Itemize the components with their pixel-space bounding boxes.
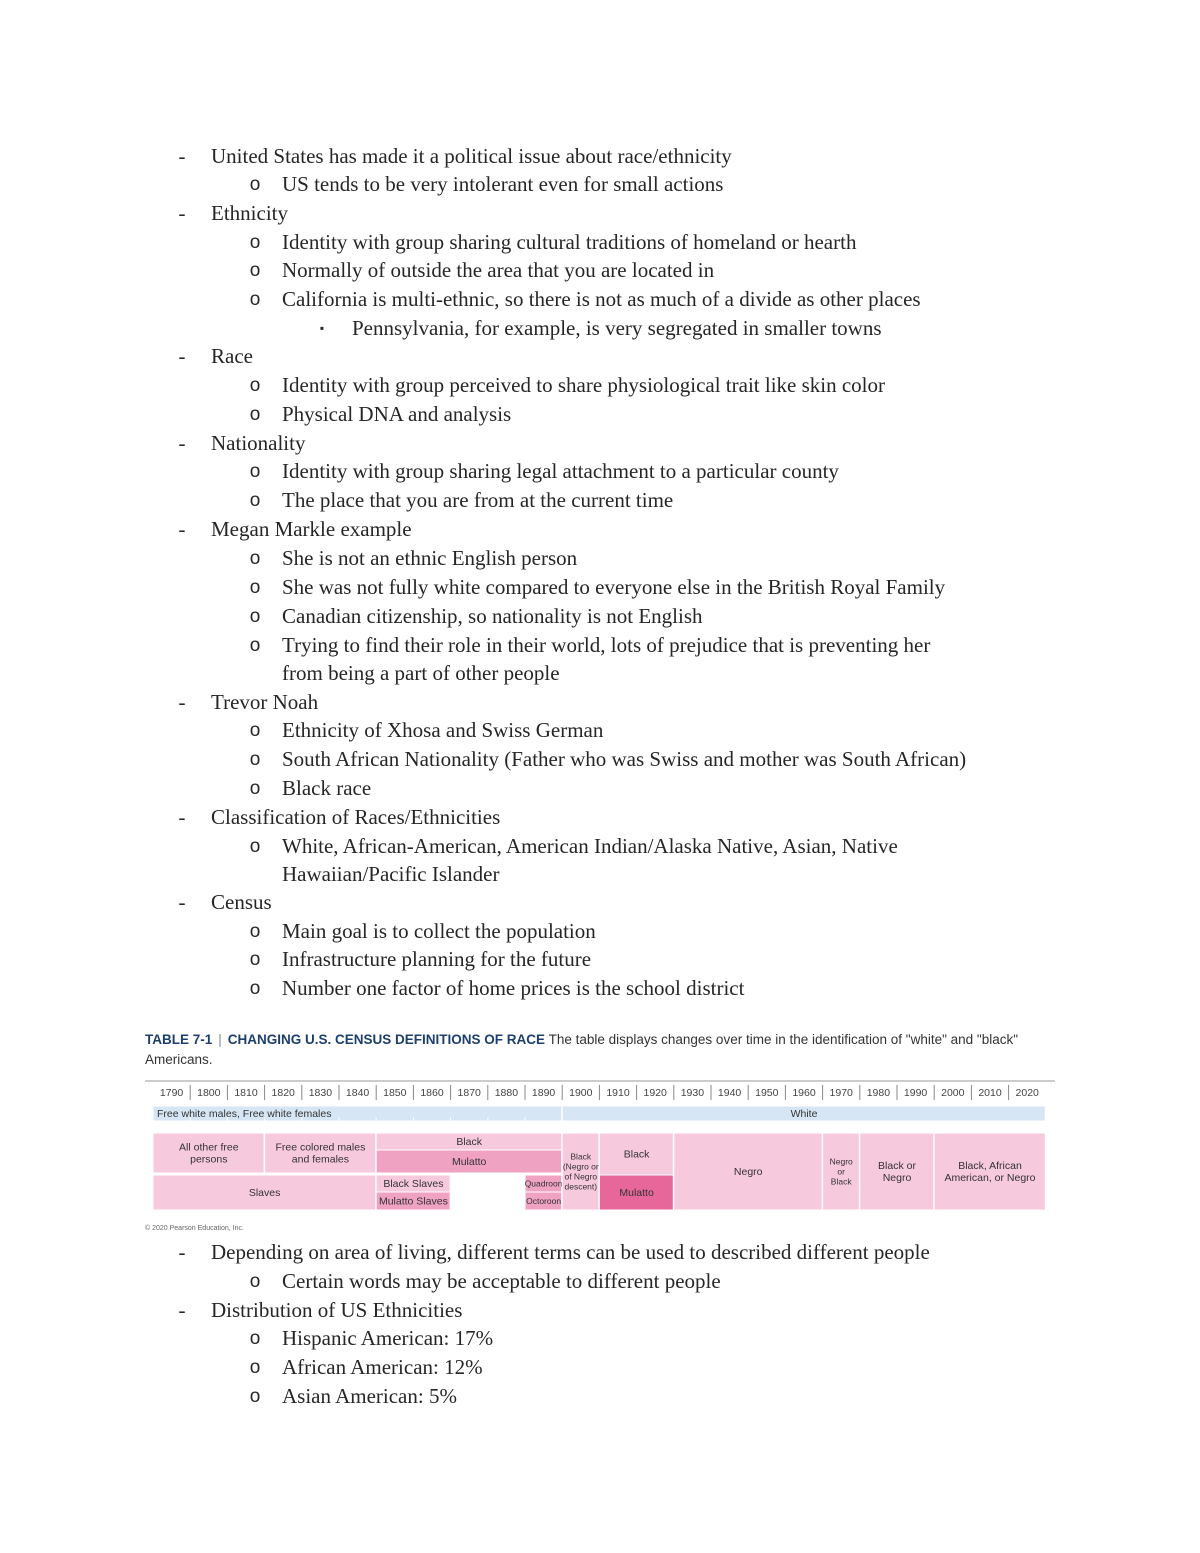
bullet-marker: o (249, 949, 261, 970)
bullet-marker: ▪ (319, 321, 325, 335)
table-cell-label: Black (456, 1136, 483, 1149)
list-item-text: Infrastructure planning for the future (282, 947, 592, 971)
list-item-text: Distribution of US Ethnicities (211, 1298, 463, 1322)
year-label: 1910 (606, 1087, 630, 1099)
table-cell-label: White (790, 1108, 818, 1121)
bullet-marker: o (249, 260, 261, 281)
list-item-text: Classification of Races/Ethnicities (211, 805, 501, 829)
bullet-marker: - (178, 1298, 186, 1322)
bullet-marker: - (178, 805, 186, 829)
year-label: 1870 (457, 1087, 481, 1099)
bullet-marker: - (178, 517, 186, 541)
year-label: 1900 (569, 1087, 593, 1099)
year-label: 1800 (197, 1087, 221, 1099)
year-label: 1890 (531, 1087, 556, 1099)
bullet-marker: - (178, 690, 186, 714)
year-label: 2020 (1015, 1087, 1039, 1099)
table-title-separator: | (218, 1032, 222, 1047)
table-cell-label: persons (190, 1153, 228, 1166)
list-item-text: Identity with group sharing cultural traditions of homeland or hearth (282, 230, 857, 254)
table-heading: CHANGING U.S. CENSUS DEFINITIONS OF RACE (227, 1032, 546, 1047)
year-label: 1820 (271, 1087, 295, 1099)
list-item-text: South African Nationality (Father who was Swiss and mother was South African) (282, 747, 967, 771)
list-item-text: Pennsylvania, for example, is very segregated in smaller towns (352, 316, 882, 340)
table-cell-label: Black (570, 1151, 592, 1162)
bullet-marker: o (249, 978, 261, 999)
bullet-marker: - (178, 344, 186, 368)
list-item-text: Race (211, 344, 253, 368)
bullet-marker: o (249, 1386, 261, 1407)
bullet-marker: o (249, 836, 261, 857)
list-item-text: Asian American: 5% (282, 1384, 457, 1408)
table-cell-label: Negro (882, 1172, 912, 1185)
year-label: 1830 (308, 1087, 333, 1099)
bullet-marker: o (249, 232, 261, 253)
list-item-text: Nationality (211, 431, 306, 455)
list-item-text: Main goal is to collect the population (282, 919, 596, 943)
table-cell-label: Black or (878, 1160, 916, 1173)
table-cell-label: descent) (564, 1181, 598, 1192)
bullet-marker: o (249, 635, 261, 656)
bullet-marker: o (249, 174, 261, 195)
bullet-marker: - (178, 144, 186, 168)
year-label: 1990 (903, 1087, 928, 1099)
list-item-text: Census (211, 890, 272, 914)
list-item-text: Certain words may be acceptable to different people (282, 1269, 721, 1293)
year-label: 1960 (792, 1087, 816, 1099)
bullet-marker: o (249, 289, 261, 310)
table-caption: The table displays changes over time in the identification of "white" and "black" Americans. (145, 1032, 1019, 1067)
list-item-text: Physical DNA and analysis (282, 402, 512, 426)
list-item-text: White, African-American, American Indian/Alaska Native, Asian, Native (282, 834, 898, 858)
year-label: 1790 (159, 1087, 184, 1099)
table-cell-label: Negro (733, 1166, 763, 1179)
table-cell-label: Free colored males (275, 1141, 366, 1154)
list-item-text: African American: 12% (282, 1355, 483, 1379)
list-item-text: Ethnicity of Xhosa and Swiss German (282, 718, 604, 742)
list-item-text: Identity with group perceived to share physiological trait like skin color (282, 373, 886, 397)
bullet-marker: o (249, 749, 261, 770)
table-title (145, 1030, 1055, 1070)
list-item-text: Black race (282, 776, 372, 800)
table-cell-label: All other free (179, 1141, 239, 1154)
table-cell-label: (Negro or (562, 1161, 599, 1172)
bullet-marker: - (178, 1240, 186, 1264)
bullet-marker: o (249, 1328, 261, 1349)
table-cell-label: Octoroon (526, 1195, 562, 1206)
list-item-text: US tends to be very intolerant even for small actions (282, 172, 724, 196)
list-item-text: Hawaiian/Pacific Islander (282, 862, 500, 886)
year-label: 1970 (829, 1087, 853, 1099)
year-label: 1950 (755, 1087, 779, 1099)
bullet-marker: o (249, 778, 261, 799)
census-definitions-table (145, 1080, 1055, 1210)
list-item-text: Number one factor of home prices is the school district (282, 976, 745, 1000)
list-item-text: United States has made it a political issue about race/ethnicity (211, 144, 732, 168)
year-label: 1940 (717, 1087, 742, 1099)
list-item-text: Canadian citizenship, so nationality is not English (282, 604, 703, 628)
bullet-marker: o (249, 490, 261, 511)
bullet-marker: o (249, 921, 261, 942)
list-item-text: The place that you are from at the current time (282, 488, 674, 512)
table-credit: © 2020 Pearson Education, Inc. (145, 1225, 244, 1232)
table-cell-label: Free white males, Free white females (157, 1108, 332, 1121)
year-label: 1930 (680, 1087, 705, 1099)
list-item-text: Hispanic American: 17% (282, 1326, 494, 1350)
table-cell-label: American, or Negro (944, 1172, 1036, 1185)
list-item-text: She is not an ethnic English person (282, 546, 578, 570)
table-cell-label: Black (623, 1148, 650, 1161)
table-cell-label: Slaves (248, 1187, 281, 1200)
table-cell-label: Mulatto Slaves (378, 1195, 448, 1208)
bullet-marker: o (249, 404, 261, 425)
year-label: 1920 (643, 1087, 667, 1099)
year-label: 1880 (494, 1087, 519, 1099)
bullet-marker: - (178, 890, 186, 914)
bullet-marker: o (249, 606, 261, 627)
bullet-marker: o (249, 577, 261, 598)
year-label: 1840 (345, 1087, 370, 1099)
table-cell-label: Black Slaves (383, 1178, 444, 1191)
table-cell-label: or (837, 1166, 845, 1177)
list-item-text: California is multi-ethnic, so there is not as much of a divide as other places (282, 287, 921, 311)
year-label: 2010 (978, 1087, 1002, 1099)
list-item-text: She was not fully white compared to everyone else in the British Royal Family (282, 575, 946, 599)
table-cell-label: Mulatto (619, 1187, 654, 1200)
table-cell-label: of Negro (564, 1171, 598, 1182)
table-cell-label: Mulatto (451, 1156, 487, 1169)
table-cell-label: and females (291, 1153, 350, 1166)
list-item-text: Trevor Noah (211, 690, 319, 714)
year-label: 1810 (234, 1087, 258, 1099)
census-table-figure (145, 1030, 1055, 1240)
list-item-text: Depending on area of living, different terms can be used to described different people (211, 1240, 930, 1264)
bullet-marker: o (249, 720, 261, 741)
bullet-marker: o (249, 1357, 261, 1378)
list-item-text: Identity with group sharing legal attachment to a particular county (282, 459, 839, 483)
year-label: 2000 (941, 1087, 965, 1099)
year-label: 1850 (383, 1087, 407, 1099)
list-item-text: Ethnicity (211, 201, 288, 225)
bullet-marker: o (249, 375, 261, 396)
table-cell-label: Black (830, 1176, 852, 1187)
list-item-text: Trying to find their role in their world, lots of prejudice that is preventing her (282, 633, 931, 657)
table-cell-label: Negro (829, 1156, 853, 1167)
list-item-text: Normally of outside the area that you are located in (282, 258, 715, 282)
table-number: TABLE 7-1 (145, 1032, 213, 1047)
bullet-marker: o (249, 548, 261, 569)
year-label: 1980 (866, 1087, 891, 1099)
bullet-marker: o (249, 461, 261, 482)
list-item-text: from being a part of other people (282, 661, 560, 685)
bullet-marker: - (178, 431, 186, 455)
list-item-text: Megan Markle example (211, 517, 412, 541)
table-cell-label: Quadroon (524, 1178, 563, 1189)
bullet-marker: - (178, 201, 186, 225)
bullet-marker: o (249, 1271, 261, 1292)
table-cell-label: Black, African (958, 1160, 1022, 1173)
year-label: 1860 (420, 1087, 444, 1099)
